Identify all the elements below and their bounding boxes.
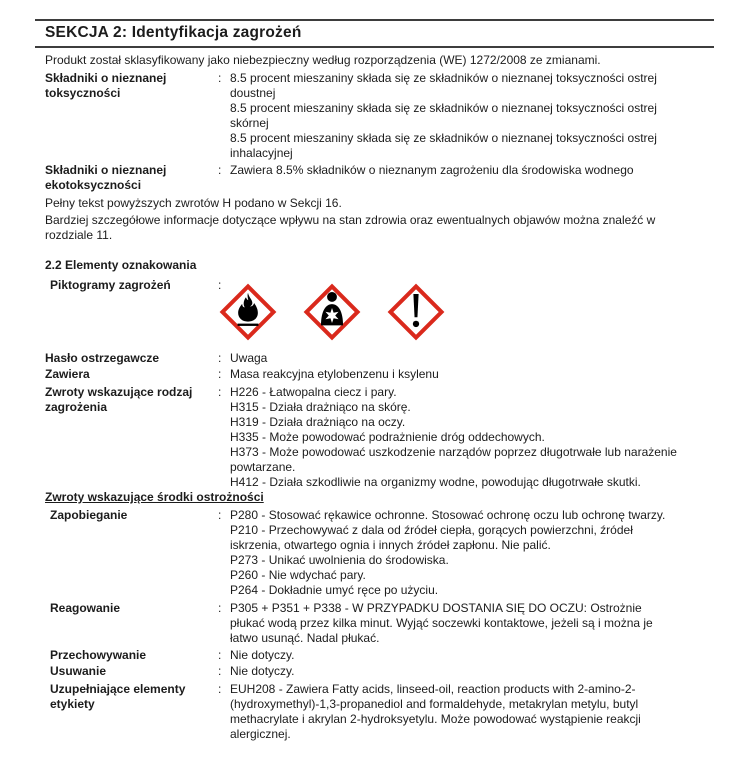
sds-document-page <box>0 19 750 769</box>
supplemental-label-row <box>35 682 714 742</box>
colon-separator: : <box>218 278 222 292</box>
text-line: Bardziej szczegółowe informacje dotyczące wpływu na stan zdrowia oraz ewentualnych objawów można znaleźć w <box>45 213 656 227</box>
text-line: 8.5 procent mieszaniny składa się ze składników o nieznanej toksyczności ostrej <box>230 131 657 145</box>
field-label: Składniki o nieznanej toksyczności <box>45 71 167 100</box>
unknown-toxicity-row <box>35 71 714 161</box>
prevention-row <box>35 508 714 598</box>
text-line: H319 - Działa drażniąco na oczy. <box>230 415 406 429</box>
colon-separator: : <box>218 163 222 177</box>
text-line: EUH208 - Zawiera Fatty acids, linseed-oil, reaction products with 2-amino-2- <box>230 682 636 696</box>
text-line: rozdziale 11. <box>45 228 113 242</box>
label-elements-heading: 2.2 Elementy oznakowania <box>45 258 197 272</box>
field-value <box>230 601 714 646</box>
colon-separator: : <box>218 351 222 365</box>
flame-pictogram-icon <box>219 283 277 341</box>
text-line: H412 - Działa szkodliwie na organizmy wodne, powodując długotrwałe skutki. <box>230 475 641 489</box>
text-line: powtarzane. <box>230 460 296 474</box>
unknown-ecotoxicity-row <box>35 163 714 193</box>
field-value: Nie dotyczy. <box>230 648 295 662</box>
text-line: H226 - Łatwopalna ciecz i pary. <box>230 385 397 399</box>
text-line: (hydroxymethyl)-1,3-propanediol and formaldehyde, metakrylan metylu, butyl <box>230 697 639 711</box>
text-line: H315 - Działa drażniąco na skórę. <box>230 400 411 414</box>
field-value <box>230 71 714 161</box>
health-effects-note <box>35 213 714 243</box>
section-title: SEKCJA 2: Identyfikacja zagrożeń <box>35 19 714 48</box>
contains-row <box>35 367 714 382</box>
colon-separator: : <box>218 648 222 662</box>
field-label: Reagowanie <box>50 601 121 615</box>
text-line: P305 + P351 + P338 - W PRZYPADKU DOSTANIA SIĘ DO OCZU: Ostrożnie <box>230 601 642 615</box>
colon-separator: : <box>218 71 222 85</box>
field-value <box>230 385 714 490</box>
ghs-pictogram-strip <box>219 283 714 341</box>
colon-separator: : <box>218 664 222 678</box>
signal-word-row <box>35 351 714 366</box>
field-label: Zwroty wskazujące rodzaj zagrożenia <box>45 385 193 414</box>
text-line: P280 - Stosować rękawice ochronne. Stosować ochronę oczu lub ochronę twarzy. <box>230 508 666 522</box>
field-value <box>230 163 714 178</box>
text-line: alergicznej. <box>230 727 291 741</box>
field-value: Masa reakcyjna etylobenzenu i ksylenu <box>230 367 439 381</box>
text-line: P260 - Nie wdychać pary. <box>230 568 366 582</box>
text-line: P264 - Dokładnie umyć ręce po użyciu. <box>230 583 439 597</box>
text-line: Zawiera 8.5% składników o nieznanym zagrożeniu dla środowiska wodnego <box>230 163 634 177</box>
text-line: H373 - Może powodować uszkodzenie narządów poprzez długotrwałe lub narażenie <box>230 445 677 459</box>
field-label: Piktogramy zagrożeń <box>50 278 171 292</box>
field-value: Uwaga <box>230 351 268 365</box>
exclamation-mark-pictogram-icon <box>387 283 445 341</box>
colon-separator: : <box>218 508 222 522</box>
colon-separator: : <box>218 682 222 696</box>
text-line: methacrylate i akrylan 2-hydroksyetylu. Może powodować wystąpienie reakcji <box>230 712 641 726</box>
text-line: P210 - Przechowywać z dala od źródeł ciepła, gorących powierzchni, źródeł <box>230 523 633 537</box>
field-label: Zapobieganie <box>50 508 128 522</box>
hazard-statements-row <box>35 385 714 490</box>
colon-separator: : <box>218 601 222 615</box>
field-label: Zawiera <box>45 367 90 381</box>
disposal-row <box>35 664 714 679</box>
text-line: H335 - Może powodować podrażnienie dróg oddechowych. <box>230 430 545 444</box>
health-hazard-pictogram-icon <box>303 283 361 341</box>
colon-separator: : <box>218 385 222 399</box>
field-label: Hasło ostrzegawcze <box>45 351 160 365</box>
field-label: Przechowywanie <box>50 648 147 662</box>
text-line: inhalacyjnej <box>230 146 293 160</box>
text-line: iskrzenia, otwartego ognia i innych źródeł zapłonu. Nie palić. <box>230 538 551 552</box>
response-row <box>35 601 714 646</box>
classification-intro-text: Produkt został sklasyfikowany jako niebezpieczny według rozporządzenia (WE) 1272/2008 ze zmianami. <box>45 53 601 67</box>
field-label: Uzupełniające elementy etykiety <box>50 682 186 711</box>
precautionary-statements-heading: Zwroty wskazujące środki ostrożności <box>45 490 264 504</box>
text-line: P273 - Unikać uwolnienia do środowiska. <box>230 553 449 567</box>
text-line: doustnej <box>230 86 276 100</box>
storage-row <box>35 648 714 663</box>
field-label: Składniki o nieznanej ekotoksyczności <box>45 163 167 192</box>
text-line: skórnej <box>230 116 269 130</box>
h-statements-note: Pełny tekst powyższych zwrotów H podano w Sekcji 16. <box>45 196 342 210</box>
field-label: Usuwanie <box>50 664 107 678</box>
text-line: płukać wodą przez kilka minut. Wyjąć soczewki kontaktowe, jeżeli są i można je <box>230 616 653 630</box>
field-value <box>230 508 714 598</box>
text-line: 8.5 procent mieszaniny składa się ze składników o nieznanej toksyczności ostrej <box>230 71 657 85</box>
colon-separator: : <box>218 367 222 381</box>
text-line: 8.5 procent mieszaniny składa się ze składników o nieznanej toksyczności ostrej <box>230 101 657 115</box>
text-line: łatwo usunąć. Nadal płukać. <box>230 631 380 645</box>
field-value <box>230 682 714 742</box>
hazard-pictograms-row <box>35 278 714 341</box>
field-value: Nie dotyczy. <box>230 664 295 678</box>
